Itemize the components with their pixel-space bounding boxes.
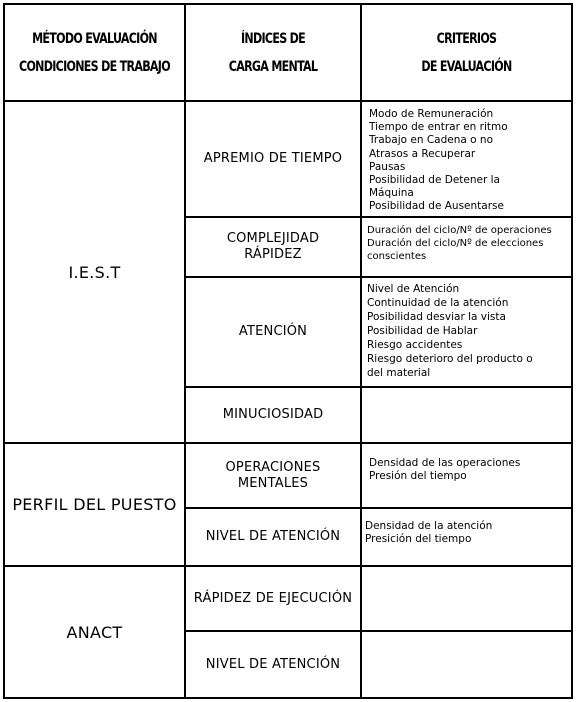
index-nivel-de-atencion-anact: NIVEL DE ATENCIÓN [205,656,341,672]
method-anact: ANACT [66,622,123,642]
criteria-operaciones-mentales: Densidad de las operaciones Presión del tiempo [369,457,521,483]
border-right [571,3,573,699]
header-index: ÍNDICES DE CARGA MENTAL [228,30,318,75]
method-perfil-del-puesto: PERFIL DEL PUESTO [12,495,177,514]
index-complejidad-rapidez: COMPLEJIDAD RÁPIDEZ [226,231,320,262]
index-nivel-de-atencion: NIVEL DE ATENCIÓN [205,529,341,544]
index-rapidez-de-ejecucion: RÁPIDEZ DE EJECUCIÓN [193,590,353,606]
border-bottom [3,697,573,699]
index-minuciosidad: MINUCIOSIDAD [222,407,324,422]
criteria-nivel-de-atencion: Densidad de la atención Presición del tiempo [365,520,493,546]
criteria-apremio-de-tiempo: Modo de Remuneración Tiempo de entrar en ritmo Trabajo en Cadena o no Atrasos a Recuperar Pausas Posibilidad de Detener la Máquina Posibilidad de Ausentarse [369,108,508,213]
column-divider [360,3,362,699]
index-atencion: ATENCIÓN [238,324,308,339]
criteria-complejidad-rapidez: Duración del ciclo/Nº de operaciones Duración del ciclo/Nº de elecciones conscientes [367,225,552,263]
method-iest: I.E.S.T [68,262,121,282]
index-apremio-de-tiempo: APREMIO DE TIEMPO [203,151,343,166]
header-criteria: CRITERIOS DE EVALUACIÓN [421,30,512,75]
criteria-atencion: Nivel de Atención Continuidad de la atención Posibilidad desviar la vista Posibilidad de Hablar Riesgo accidentes Riesgo deterioro del producto o del material [367,283,533,379]
index-operaciones-mentales: OPERACIONES MENTALES [225,459,321,491]
header-method: MÉTODO EVALUACIÓN CONDICIONES DE TRABAJO [19,30,170,75]
